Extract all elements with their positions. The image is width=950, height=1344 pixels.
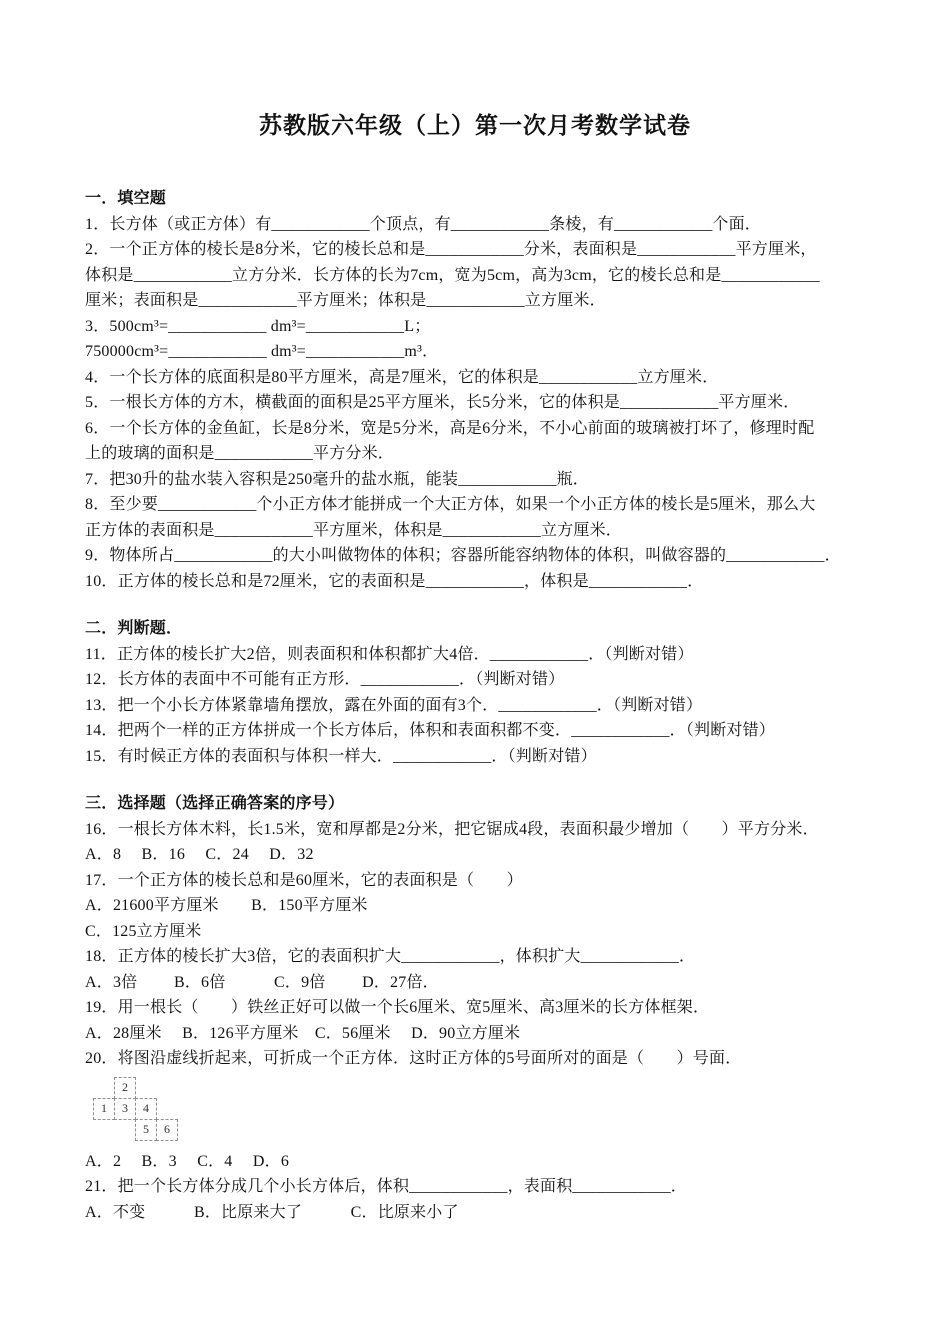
q1-text: 1．长方体（或正方体）有____________个顶点，有____________条棱，有____________个面． <box>85 215 762 233</box>
section2-heading: 二．判断题． <box>85 620 183 637</box>
exam-title: 苏教版六年级（上）第一次月考数学试卷 <box>259 113 691 138</box>
cube-net-cell-1: 1 <box>93 1098 115 1120</box>
q6-text-line2: 上的玻璃的面积是____________平方分米． <box>85 445 395 462</box>
cube-net-cell-4: 4 <box>135 1098 157 1120</box>
q18-text: 18．正方体的棱长扩大3倍，它的表面积扩大____________，体积扩大____________． <box>85 948 696 965</box>
q2-text-line3: 厘米；表面积是____________平方厘米；体积是____________立方厘米． <box>85 292 606 309</box>
q2-text-line1: 2．一个正方体的棱长是8分米，它的棱长总和是____________分米，表面积是____________平方厘米， <box>85 241 817 258</box>
section1-heading: 一．填空题 <box>85 190 167 207</box>
q16-text: 16．一根长方体木料，长1.5米，宽和厚都是2分米，把它锯成4段，表面积最少增加（ ）平方分米． <box>85 820 819 838</box>
q4-text: 4．一个长方体的底面积是80平方厘米，高是7厘米，它的体积是____________立方厘米． <box>85 368 719 386</box>
cube-net-cell-2: 2 <box>114 1077 136 1099</box>
q3-text-line1: 3．500cm³=____________ dm³=____________L； <box>85 317 431 335</box>
q17-options-line1: A．21600平方厘米 B．150平方厘米 <box>85 897 368 914</box>
q21-options: A．不变 B．比原来大了 C．比原来小了 <box>85 1203 459 1221</box>
q20-options: A．2 B．3 C．4 D．6 <box>85 1152 290 1170</box>
q12-text: 12．长方体的表面中不可能有正方形．____________．（判断对错） <box>85 671 565 688</box>
cube-net-cell-5: 5 <box>135 1119 157 1141</box>
q21-text: 21．把一个长方体分成几个小长方体后，体积____________，表面积____________． <box>85 1178 688 1195</box>
q20-cube-net-diagram <box>93 1077 181 1143</box>
q8-text-line2: 正方体的表面积是____________平方厘米，体积是____________立方厘米． <box>85 521 623 539</box>
q6-text-line1: 6．一个长方体的金鱼缸，长是8分米，宽是5分米，高是6分米，不小心前面的玻璃被打坏了，修理时配 <box>85 419 815 437</box>
q13-text: 13．把一个小长方体紧靠墙角摆放，露在外面的面有3个．____________．（判断对错） <box>85 696 703 714</box>
q18-options: A．3倍 B．6倍 C．9倍 D．27倍． <box>85 973 439 991</box>
q5-text: 5．一根长方体的方木，横截面的面积是25平方厘米，长5分米，它的体积是____________平方厘米． <box>85 394 800 411</box>
q9-text: 9．物体所占____________的大小叫做物体的体积；容器所能容纳物体的体积，叫做容器的____________． <box>85 547 841 564</box>
q11-text: 11．正方体的棱长扩大2倍，则表面积和体积都扩大4倍．____________．（判断对错） <box>85 645 694 663</box>
q3-text-line2: 750000cm³=____________ dm³=____________m³． <box>85 343 439 360</box>
q8-text-line1: 8．至少要____________个小正方体才能拼成一个大正方体，如果一个小正方体的棱长是5厘米，那么大 <box>85 496 816 513</box>
q17-text: 17．一个正方体的棱长总和是60厘米，它的表面积是（ ） <box>85 871 523 889</box>
q19-options: A．28厘米 B．126平方厘米 C．56厘米 D．90立方厘米 <box>85 1024 521 1042</box>
q20-text: 20．将图沿虚线折起来，可折成一个正方体．这时正方体的5号面所对的面是（ ）号面． <box>85 1050 742 1067</box>
q7-text: 7．把30升的盐水装入容积是250毫升的盐水瓶，能装____________瓶． <box>85 470 590 488</box>
q19-text: 19．用一根长（ ）铁丝正好可以做一个长6厘米、宽5厘米、高3厘米的长方体框架． <box>85 999 710 1016</box>
q15-text: 15．有时候正方体的表面积与体积一样大．____________．（判断对错） <box>85 747 597 765</box>
section3-heading: 三．选择题（选择正确答案的序号） <box>85 795 345 812</box>
q10-text: 10．正方体的棱长总和是72厘米，它的表面积是____________，体积是____________． <box>85 572 704 590</box>
q14-text: 14．把两个一样的正方体拼成一个长方体后，体积和表面积都不变．____________．（判断对错） <box>85 722 776 739</box>
exam-body <box>85 186 865 1225</box>
q17-options-line2: C．125立方厘米 <box>85 922 202 940</box>
q2-text-line2: 体积是____________立方分米．长方体的长为7cm，宽为5cm，高为3cm，它的棱长总和是____________ <box>85 266 820 284</box>
cube-net-cell-6: 6 <box>156 1119 178 1141</box>
q16-options: A．8 B．16 C．24 D．32 <box>85 846 314 863</box>
cube-net-cell-3: 3 <box>114 1098 136 1120</box>
